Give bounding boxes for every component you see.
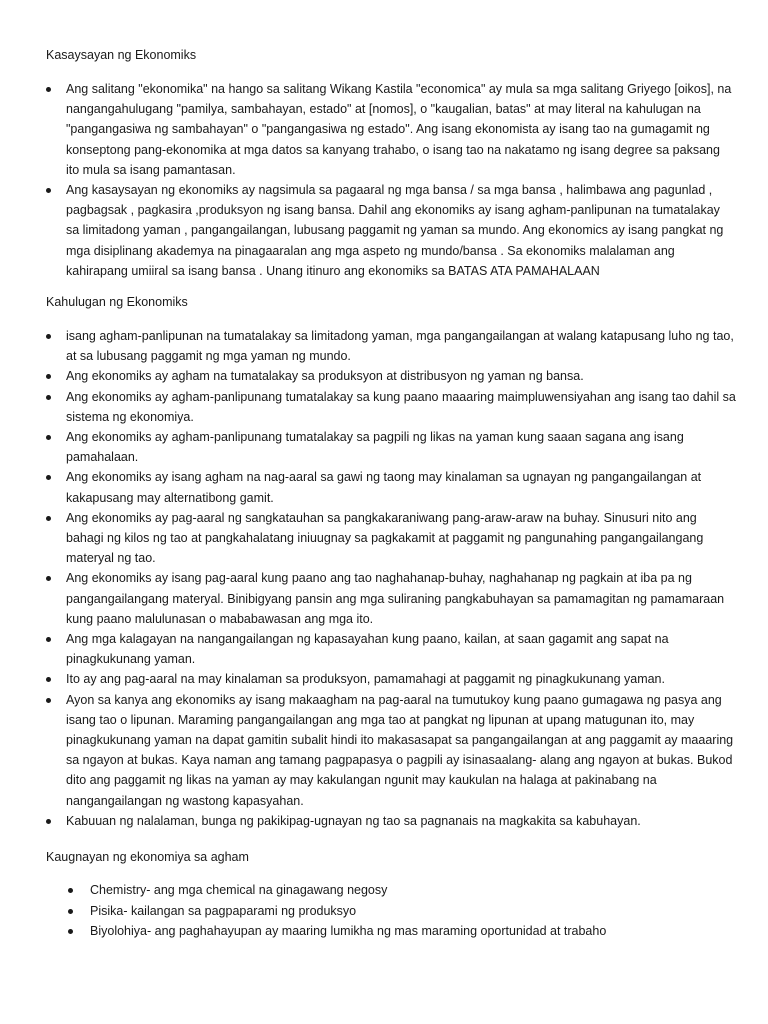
section-heading-kaugnayan: Kaugnayan ng ekonomiya sa agham <box>46 850 249 864</box>
list-item: Ang ekonomiks ay isang pag-aaral kung paano ang tao naghahanap-buhay, naghahanap ng pagkain at iba pa ng pangangailangang materyal. Binibigyang pansin ang mga suliraning pangkabuhayan sa pamamagitan ng pamamaraan kung paano malulunasan o mababawasan ang mga ito. <box>66 568 736 629</box>
bullet-list-kasaysayan <box>66 79 736 281</box>
section-heading-kahulugan: Kahulugan ng Ekonomiks <box>46 295 188 309</box>
list-item: Ang ekonomiks ay agham na tumatalakay sa produksyon at distribusyon ng yaman ng bansa. <box>66 366 736 386</box>
list-item: Kabuuan ng nalalaman, bunga ng pakikipag-ugnayan ng tao sa pagnanais na magkakita sa kabuhayan. <box>66 811 736 831</box>
list-item: Ang kasaysayan ng ekonomiks ay nagsimula sa pagaaral ng mga bansa / sa mga bansa , halimbawa ang pagunlad , pagbagsak , pagkasira ,produksyon ng isang bansa. Dahil ang ekonomiks ay isang agham-panlipunan na tumatalakay sa limitadong yaman , pangangailangan, lubusang paggamit ng yaman sa mundo. Ang ekonomics ay isang pangkat ng mga disiplinang akademya na pinagaaralan ang mga aspeto ng mundo/bansa . Sa ekonomiks malalaman ang kahirapang umiiral sa isang bansa . Unang itinuro ang ekonomiks sa BATAS ATA PAMAHALAAN <box>66 180 736 281</box>
list-item: Ito ay ang pag-aaral na may kinalaman sa produksyon, pamamahagi at paggamit ng pinagkukunang yaman. <box>66 669 736 689</box>
bullet-list-kahulugan <box>66 326 736 831</box>
list-item: Ang ekonomiks ay isang agham na nag-aaral sa gawi ng taong may kinalaman sa ugnayan ng pangangailangan at kakapusang may alternatibong gamit. <box>66 467 736 507</box>
section-heading-kasaysayan: Kasaysayan ng Ekonomiks <box>46 48 197 62</box>
list-item: Ang ekonomiks ay agham-panlipunang tumatalakay sa pagpili ng likas na yaman kung saaan sagana ang isang pamahalaan. <box>66 427 736 467</box>
list-item: Chemistry- ang mga chemical na ginagawang negosy <box>90 880 730 901</box>
list-item: isang agham-panlipunan na tumatalakay sa limitadong yaman, mga pangangailangan at walang katapusang luho ng tao, at sa lubusang paggamit ng mga yaman ng mundo. <box>66 326 736 366</box>
list-item: Ang salitang "ekonomika" na hango sa salitang Wikang Kastila "economica" ay mula sa mga salitang Griyego [oikos], na nangangahulugang "pamilya, sambahayan, estado" at [nomos], o "kaugalian, batas" at may literal na kahulugan na "pangangasiwa ng sambahayan" o "pangangasiwa ng estado". Ang isang ekonomista ay isang tao na gumagamit ng konseptong pang-ekonomika at mga datos sa kanyang trahabo, o isang tao na nakatamo ng isang degree sa paksang ito mula sa isang pamantasan. <box>66 79 736 180</box>
list-item: Ang ekonomiks ay agham-panlipunang tumatalakay sa kung paano maaaring maimpluwensiyahan ang isang tao dahil sa sistema ng ekonomiya. <box>66 387 736 427</box>
list-item: Ang ekonomiks ay pag-aaral ng sangkatauhan sa pangkakaraniwang pang-araw-araw na buhay. Sinusuri nito ang bahagi ng kilos ng tao at pangkahalatang iniuugnay sa pagkakamit at paggamit ng pangunahing pangangailangang materyal ng tao. <box>66 508 736 569</box>
list-item: Ang mga kalagayan na nangangailangan ng kapasayahan kung paano, kailan, at saan gagamit ang sapat na pinagkukunang yaman. <box>66 629 736 669</box>
list-item: Pisika- kailangan sa pagpaparami ng produksyo <box>90 901 730 922</box>
list-item: Ayon sa kanya ang ekonomiks ay isang makaagham na pag-aaral na tumutukoy kung paano gumagawa ng pasya ang isang tao o lipunan. Maraming pangangailangan ang mga tao at pangkat ng lipunan at upang matugunan ito, may pinagkukunang yaman na dapat gamitin subalit hindi ito makasasapat sa pangangailangan at ang paggamit ay maaaring sa ngayon at bukas. Kaya naman ang tamang pagpapasya o pagpili ay isinasaalang- alang ang ngayon at bukas. Bukod dito ang paggamit ng likas na yaman ay may kakulangan ngunit may kaukulan na halaga at pakinabang na nangangailangan ng wastong kapasyahan. <box>66 690 736 811</box>
list-item: Biyolohiya- ang paghahayupan ay maaring lumikha ng mas maraming oportunidad at trabaho <box>90 921 730 942</box>
bullet-list-kaugnayan <box>90 880 730 942</box>
